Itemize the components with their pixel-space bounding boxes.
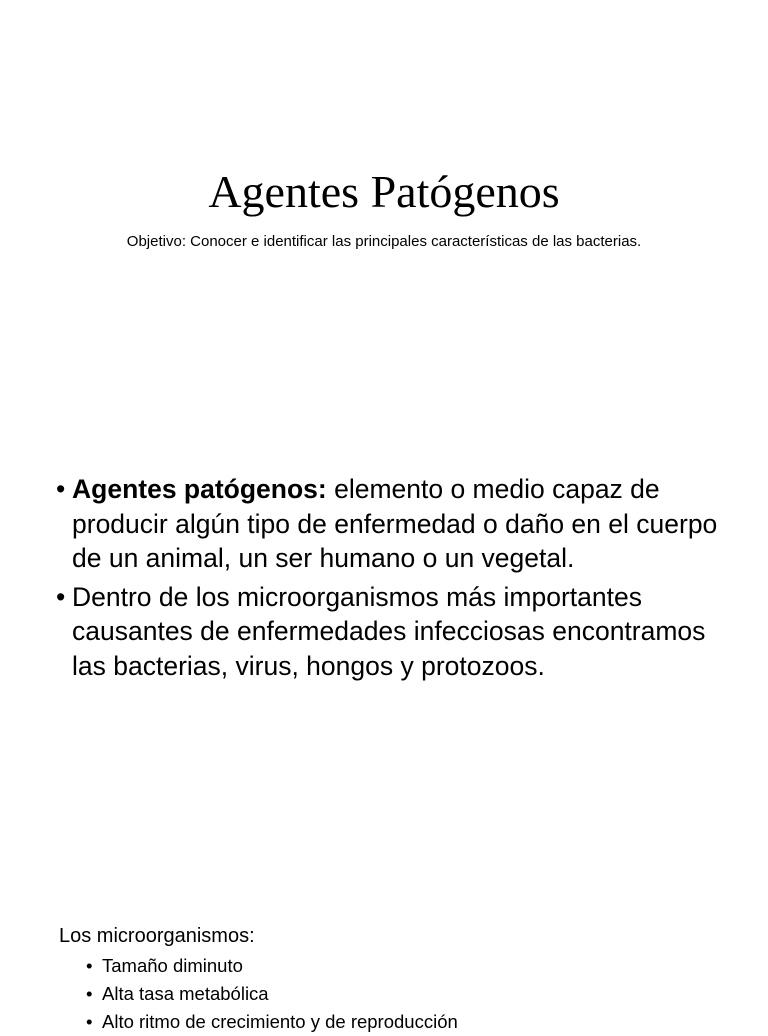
list-item-text: Alta tasa metabólica [102, 983, 269, 1004]
bullet-dot-icon: • [86, 955, 93, 976]
bullet-item [56, 580, 746, 684]
bullet-item [56, 472, 746, 576]
list-item-text: Alto ritmo de crecimiento y de reproducción [102, 1011, 458, 1032]
slide-microorganisms [0, 864, 768, 1032]
slide-title [0, 0, 768, 432]
bullet-text: elemento o medio capaz de producir algún tipo de enfermedad o daño en el cuerpo de un animal, un ser humano o un vegetal. [72, 474, 718, 573]
bullet-dot-icon: • [56, 474, 66, 504]
slide-definition [0, 432, 768, 864]
list-item [86, 952, 458, 980]
slide-title-heading: Agentes Patógenos [208, 166, 560, 217]
bullet-dot-icon: • [56, 581, 66, 612]
list-item [86, 1008, 458, 1036]
list-item-text: Tamaño diminuto [102, 955, 243, 976]
bullet-text: Dentro de los microorganismos más importantes causantes de enfermedades infecciosas encontramos las bacterias, virus, hongos y protozoos. [72, 581, 706, 681]
bullet-term: Agentes patógenos: [72, 474, 327, 504]
slide-subtitle: Objetivo: Conocer e identificar las principales características de las bacterias. [126, 233, 642, 250]
definition-bullet-list [56, 472, 746, 687]
bullet-dot-icon: • [86, 1011, 93, 1032]
microorganisms-heading: Los microorganismos: [59, 925, 255, 947]
list-item [86, 980, 458, 1008]
bullet-dot-icon: • [86, 983, 93, 1004]
microorganisms-list [86, 952, 458, 1036]
